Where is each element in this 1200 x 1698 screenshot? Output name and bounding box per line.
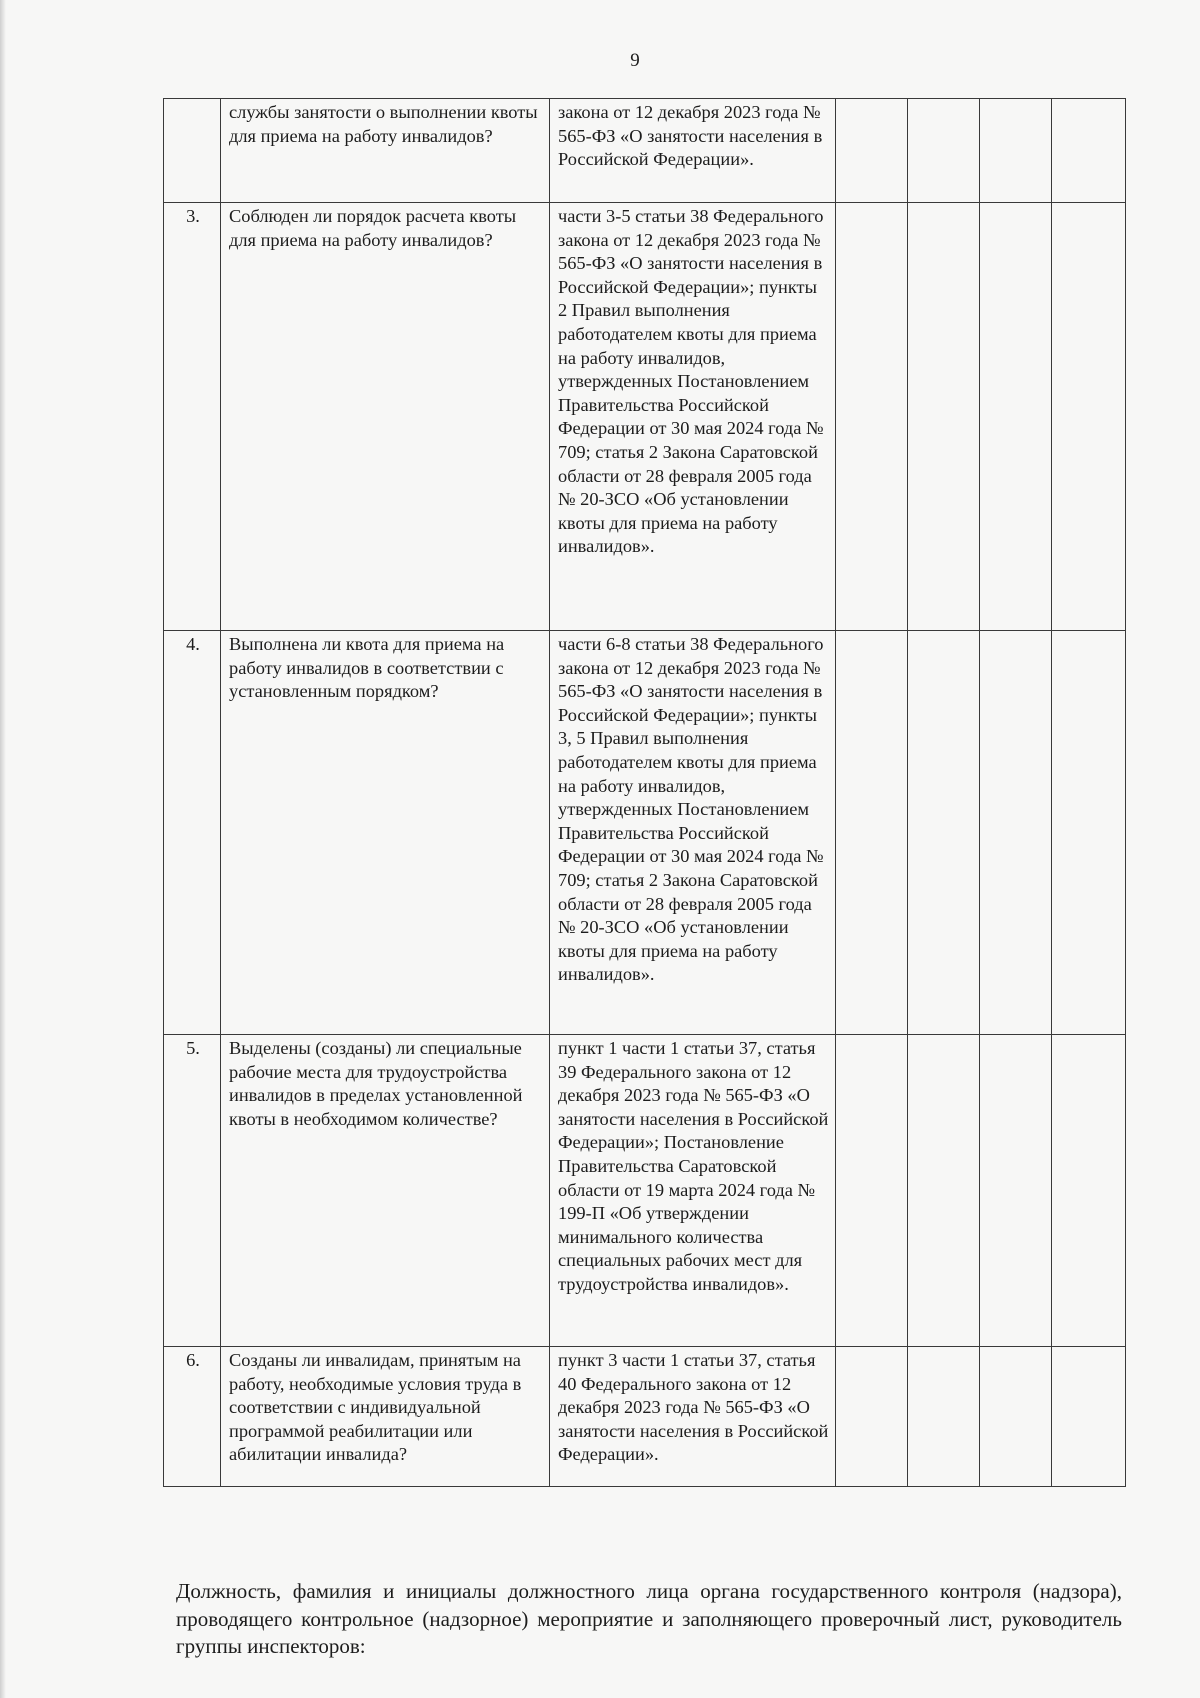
answer-cell-no [908, 1347, 980, 1487]
table-row [164, 99, 1126, 203]
answer-cell-yes [836, 99, 908, 203]
answer-cell-note [1052, 1347, 1126, 1487]
answer-cell-yes [836, 631, 908, 1035]
answer-cell-no [908, 1035, 980, 1347]
table-row [164, 1347, 1126, 1487]
answer-cell-note [1052, 99, 1126, 203]
answer-cell-yes [836, 203, 908, 631]
question-cell: службы занятости о выполнении квоты для приема на работу инвалидов? [221, 99, 550, 203]
requirements-cell: части 6-8 статьи 38 Федерального закона от 12 декабря 2023 года № 565-ФЗ «О занятости населения в Российской Федерации»; пункты 3, 5 Правил выполнения работодателем квоты для приема на работу инвалидов, утвержденных Постановлением Правительства Российской Федерации от 30 мая 2024 года № 709; статья 2 Закона Саратовской области от 28 февраля 2005 года № 20-ЗСО «Об установлении квоты для приема на работу инвалидов». [550, 631, 836, 1035]
answer-cell-yes [836, 1347, 908, 1487]
answer-cell-not-applicable [980, 99, 1052, 203]
answer-cell-no [908, 631, 980, 1035]
table-row [164, 631, 1126, 1035]
answer-cell-note [1052, 631, 1126, 1035]
page-number: 9 [630, 50, 640, 71]
answer-cell-no [908, 99, 980, 203]
inspector-signature-caption: Должность, фамилия и инициалы должностного лица органа государственного контроля (надзора), проводящего контрольное (надзорное) мероприятие и заполняющего проверочный лист, руководитель группы инспекторов: [176, 1579, 1122, 1658]
requirements-cell: пункт 1 части 1 статьи 37, статья 39 Федерального закона от 12 декабря 2023 года № 565-ФЗ «О занятости населения в Российской Федерации»; Постановление Правительства Саратовской области от 19 марта 2024 года № 199-П «Об утверждении минимального количества специальных рабочих мест для трудоустройства инвалидов». [550, 1035, 836, 1347]
answer-cell-yes [836, 1035, 908, 1347]
table-row [164, 1035, 1126, 1347]
question-cell: Выполнена ли квота для приема на работу инвалидов в соответствии с установленным порядком? [221, 631, 550, 1035]
row-number: 6. [164, 1347, 221, 1487]
answer-cell-not-applicable [980, 203, 1052, 631]
row-number [164, 99, 221, 203]
question-cell: Созданы ли инвалидам, принятым на работу, необходимые условия труда в соответствии с индивидуальной программой реабилитации или абилитации инвалида? [221, 1347, 550, 1487]
answer-cell-no [908, 203, 980, 631]
row-number: 4. [164, 631, 221, 1035]
question-cell: Выделены (созданы) ли специальные рабочие места для трудоустройства инвалидов в пределах установленной квоты в необходимом количестве? [221, 1035, 550, 1347]
answer-cell-note [1052, 203, 1126, 631]
table-row [164, 203, 1126, 631]
scan-page-edge [0, 0, 6, 1698]
row-number: 3. [164, 203, 221, 631]
answer-cell-not-applicable [980, 1347, 1052, 1487]
row-number: 5. [164, 1035, 221, 1347]
checklist-table [163, 98, 1126, 1487]
answer-cell-note [1052, 1035, 1126, 1347]
requirements-cell: части 3-5 статьи 38 Федерального закона от 12 декабря 2023 года № 565-ФЗ «О занятости населения в Российской Федерации»; пункты 2 Правил выполнения работодателем квоты для приема на работу инвалидов, утвержденных Постановлением Правительства Российской Федерации от 30 мая 2024 года № 709; статья 2 Закона Саратовской области от 28 февраля 2005 года № 20-ЗСО «Об установлении квоты для приема на работу инвалидов». [550, 203, 836, 631]
requirements-cell: закона от 12 декабря 2023 года № 565-ФЗ «О занятости населения в Российской Федерации». [550, 99, 836, 203]
answer-cell-not-applicable [980, 1035, 1052, 1347]
requirements-cell: пункт 3 части 1 статьи 37, статья 40 Федерального закона от 12 декабря 2023 года № 565-ФЗ «О занятости населения в Российской Федерации». [550, 1347, 836, 1487]
answer-cell-not-applicable [980, 631, 1052, 1035]
question-cell: Соблюден ли порядок расчета квоты для приема на работу инвалидов? [221, 203, 550, 631]
